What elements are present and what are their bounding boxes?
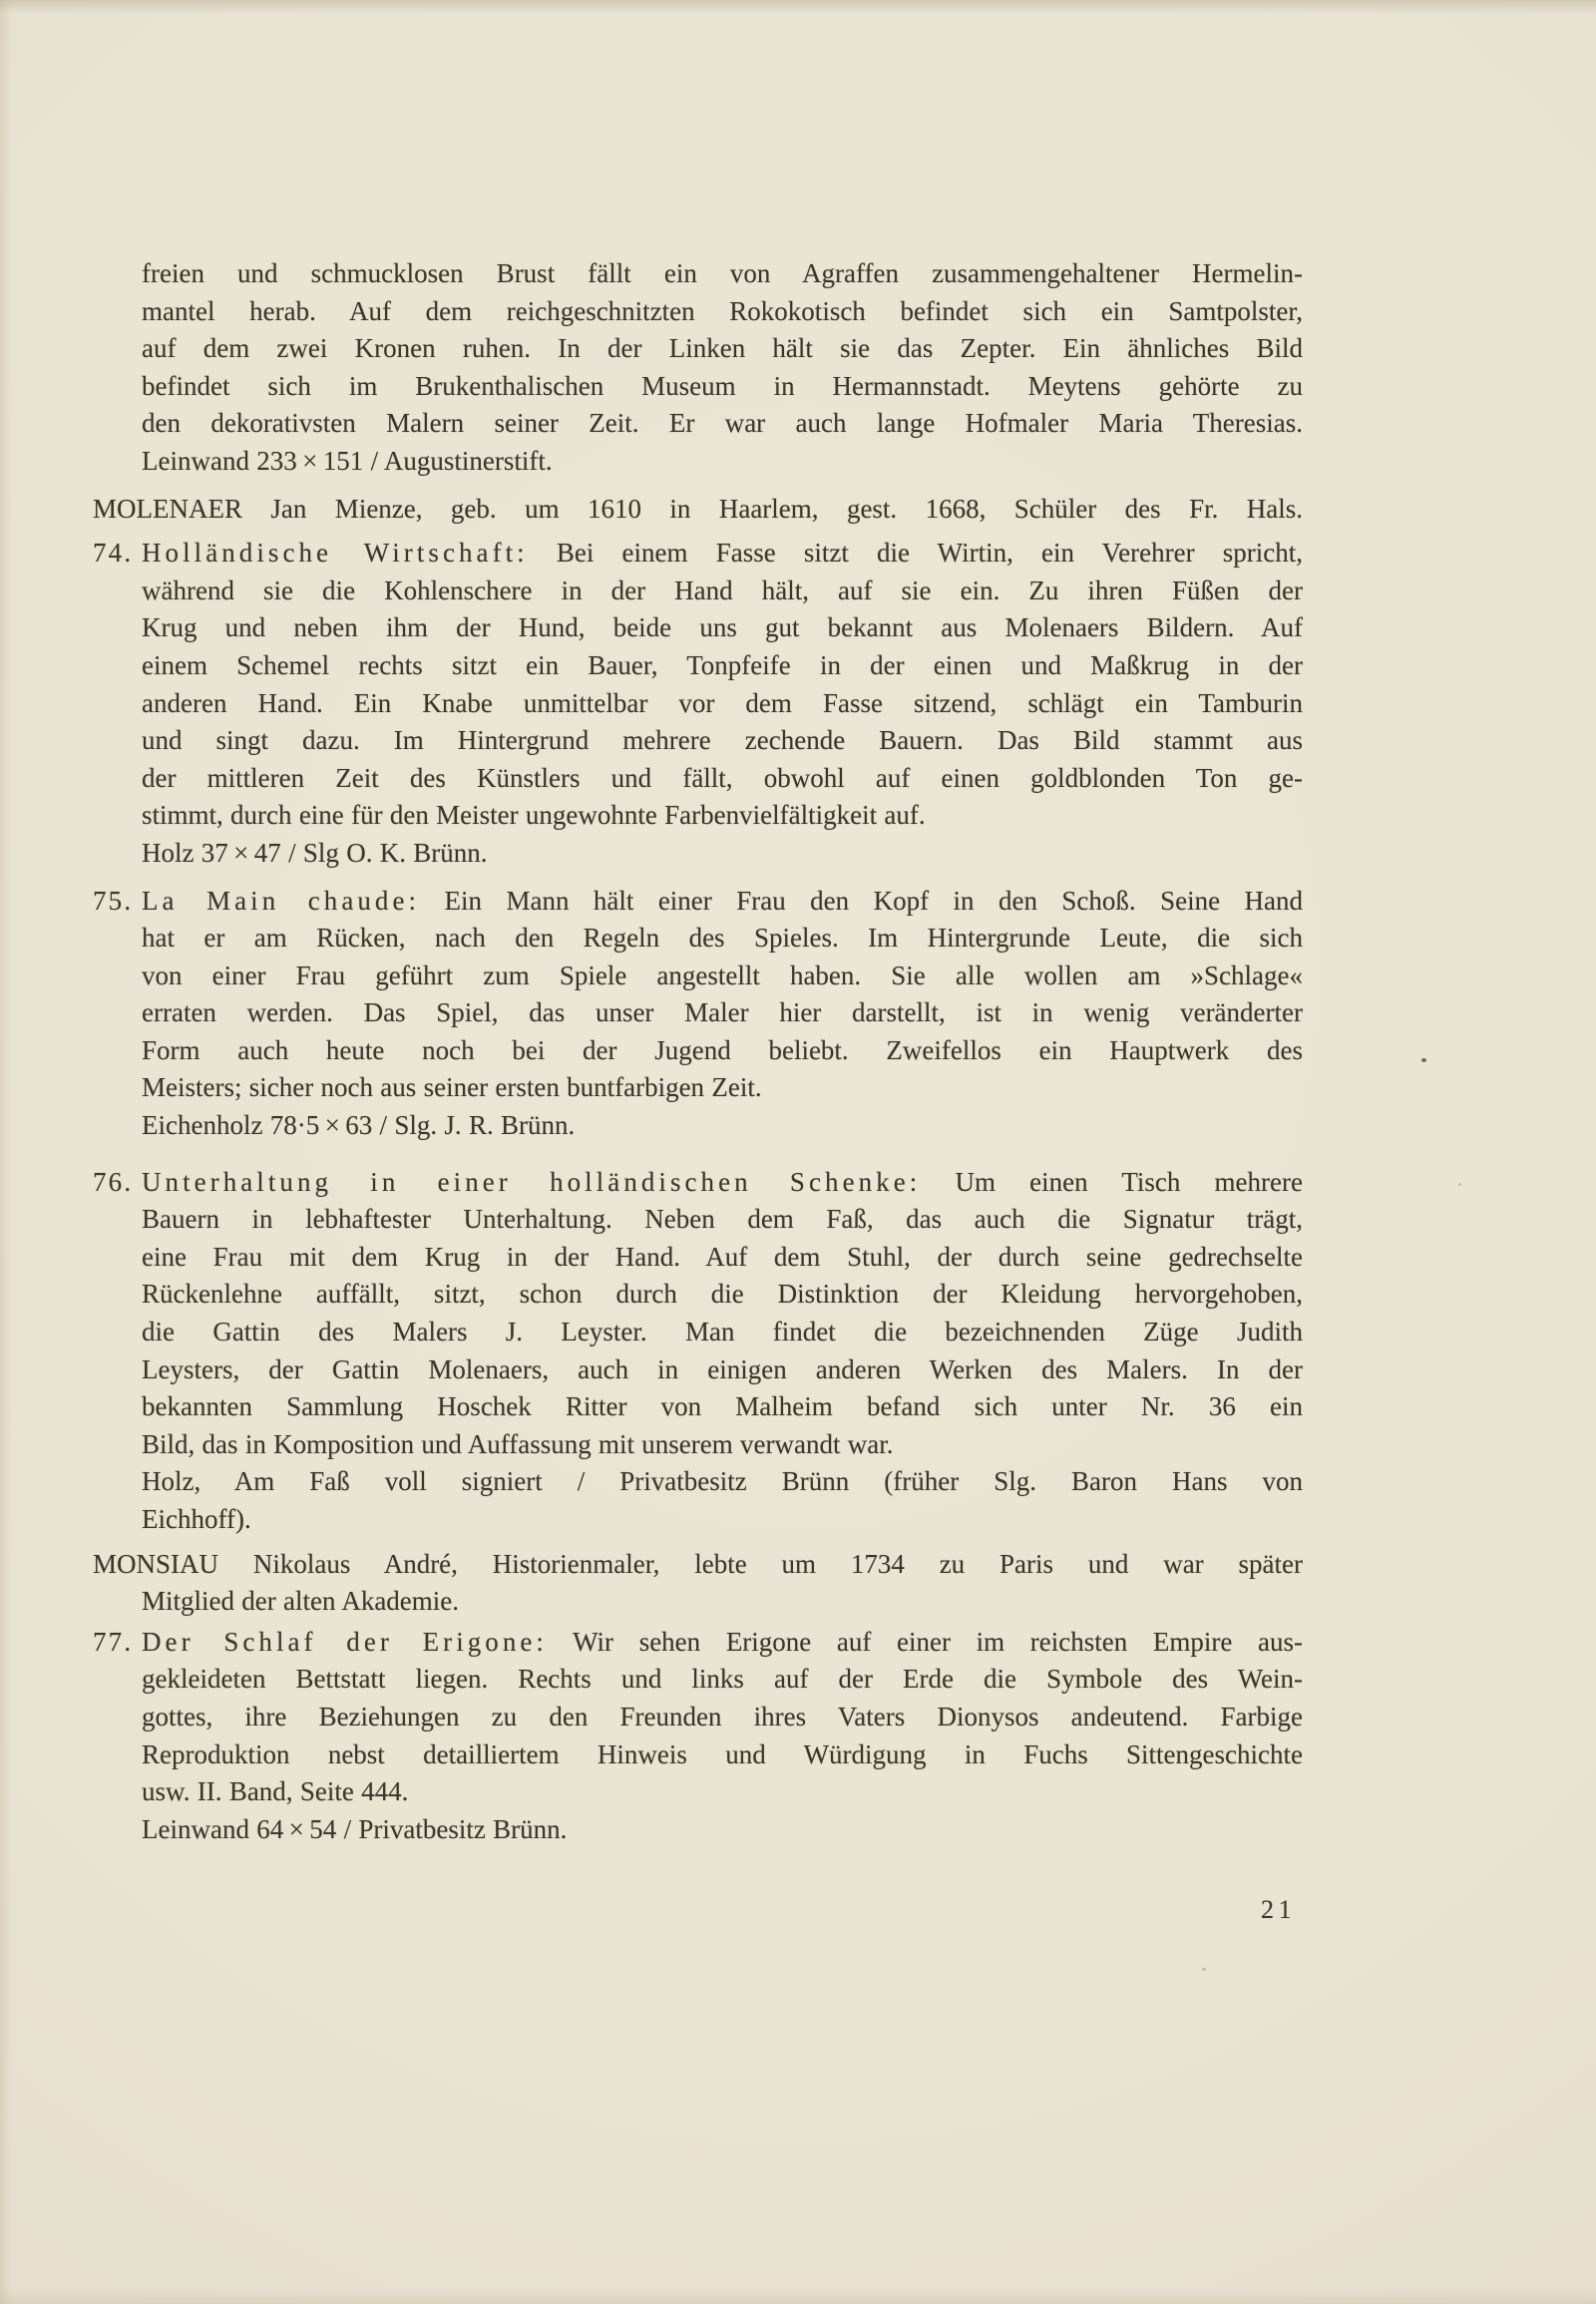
entry-title: Holländische Wirtschaft:	[142, 538, 529, 569]
artist-heading-monsiau	[93, 1546, 1303, 1621]
text-line: auf dem zwei Kronen ruhen. In der Linken hält sie das Zepter. Ein ähnliches Bild	[142, 333, 1303, 364]
artist-heading-line: MOLENAER Jan Mienze, geb. um 1610 in Haarlem, gest. 1668, Schüler des Fr. Hals.	[93, 493, 1303, 524]
text-line: usw. II. Band, Seite 444.	[142, 1776, 409, 1807]
artist-heading-line: MONSIAU Nikolaus André, Historienmaler, lebte um 1734 zu Paris und war später	[93, 1548, 1303, 1579]
text-line: Krug und neben ihm der Hund, beide uns gut bekannt aus Molenaers Bildern. Auf	[142, 612, 1303, 643]
entry-title: Der Schlaf der Erigone:	[142, 1626, 548, 1657]
text-line: eine Frau mit dem Krug in der Hand. Auf dem Stuhl, der durch seine gedrechselte	[142, 1241, 1303, 1272]
entry-meytens-continuation	[142, 255, 1303, 481]
text-line: bekannten Sammlung Hoschek Ritter von Malheim befand sich unter Nr. 36 ein	[142, 1391, 1303, 1422]
catalog-number: 75.	[93, 885, 134, 916]
text-line: Bild, das in Komposition und Auffassung mit unserem verwandt war.	[142, 1428, 894, 1459]
text-line: die Gattin des Malers J. Leyster. Man findet die bezeichnenden Züge Judith	[142, 1317, 1303, 1347]
entry-title: Unterhaltung in einer holländischen Schenke:	[142, 1166, 922, 1197]
entry-74	[93, 535, 1303, 872]
text-line: gekleideten Bettstatt liegen. Rechts und links auf der Erde die Symbole des Wein-	[142, 1664, 1303, 1695]
text-line: Rückenlehne auffällt, sitzt, schon durch die Distinktion der Kleidung hervorgehoben,	[142, 1279, 1303, 1310]
text-line: Leinwand 233 × 151 / Augustinerstift.	[142, 445, 553, 476]
text-line: Holz 37 × 47 / Slg O. K. Brünn.	[142, 837, 488, 868]
text-line: hat er am Rücken, nach den Regeln des Spieles. Im Hintergrunde Leute, die sich	[142, 923, 1303, 954]
paper-speck	[1421, 1058, 1426, 1062]
text-line: stimmt, durch eine für den Meister ungewohnte Farbenvielfältigkeit auf.	[142, 800, 926, 831]
text-block	[93, 255, 1303, 1848]
text-line: Holz, Am Faß voll signiert / Privatbesitz Brünn (früher Slg. Baron Hans von	[142, 1466, 1303, 1497]
text-line: anderen Hand. Ein Knabe unmittelbar vor dem Fasse sitzend, schlägt ein Tamburin	[142, 687, 1303, 718]
catalog-number: 76.	[93, 1166, 134, 1197]
text-line: 76. Unterhaltung in einer holländischen Schenke: Um einen Tisch mehrere	[142, 1164, 1303, 1202]
text-line: 77. Der Schlaf der Erigone: Wir sehen Erigone auf einer im reichsten Empire aus-	[142, 1624, 1303, 1662]
entry-75	[93, 883, 1303, 1145]
catalog-number: 77.	[93, 1626, 134, 1657]
text-line: den dekorativsten Malern seiner Zeit. Er war auch lange Hofmaler Maria Theresias.	[142, 408, 1303, 439]
text-line: befindet sich im Brukenthalischen Museum in Hermannstadt. Meytens gehörte zu	[142, 370, 1303, 401]
text-line: Bauern in lebhaftester Unterhaltung. Neben dem Faß, das auch die Signatur trägt,	[142, 1204, 1303, 1235]
entry-title: La Main chaude:	[142, 885, 421, 916]
text-line: freien und schmucklosen Brust fällt ein von Agraffen zusammengehaltener Hermelin-	[142, 258, 1303, 288]
artist-heading-line: Mitglied der alten Akademie.	[142, 1586, 460, 1617]
text-line: Meisters; sicher noch aus seiner ersten buntfarbigen Zeit.	[142, 1072, 762, 1103]
text-line: erraten werden. Das Spiel, das unser Maler hier darstellt, ist in wenig veränderter	[142, 997, 1303, 1028]
text-line: Form auch heute noch bei der Jugend beliebt. Zweifellos ein Hauptwerk des	[142, 1034, 1303, 1065]
text-line: der mittleren Zeit des Künstlers und fällt, obwohl auf einen goldblonden Ton ge-	[142, 762, 1303, 793]
entry-77	[93, 1624, 1303, 1849]
catalog-number: 74.	[93, 538, 134, 569]
text-line: Eichenholz 78·5 × 63 / Slg. J. R. Brünn.	[142, 1110, 576, 1141]
entry-76	[93, 1164, 1303, 1539]
paper-speck	[1202, 1968, 1206, 1971]
text-line: Reproduktion nebst detailliertem Hinweis und Würdigung in Fuchs Sittengeschichte	[142, 1738, 1303, 1769]
page-number: 21	[1261, 1895, 1297, 1924]
text-line: während sie die Kohlenschere in der Hand hält, auf sie ein. Zu ihren Füßen der	[142, 575, 1303, 605]
artist-heading-molenaer	[93, 491, 1303, 529]
text-line: und singt dazu. Im Hintergrund mehrere zechende Bauern. Das Bild stammt aus	[142, 725, 1303, 756]
text-line: einem Schemel rechts sitzt ein Bauer, Tonpfeife in der einen und Maßkrug in der	[142, 649, 1303, 680]
text-line: gottes, ihre Beziehungen zu den Freunden ihres Vaters Dionysos andeutend. Farbige	[142, 1701, 1303, 1731]
text-line: von einer Frau geführt zum Spiele angestellt haben. Sie alle wollen am »Schlage«	[142, 960, 1303, 990]
text-line: mantel herab. Auf dem reichgeschnitzten Rokokotisch befindet sich ein Samtpolster,	[142, 295, 1303, 326]
text-line: Leysters, der Gattin Molenaers, auch in einigen anderen Werken des Malers. In der	[142, 1353, 1303, 1384]
text-line: Eichhoff).	[142, 1504, 251, 1534]
text-line: 75. La Main chaude: Ein Mann hält einer Frau den Kopf in den Schoß. Seine Hand	[142, 883, 1303, 921]
text-line: 74. Holländische Wirtschaft: Bei einem Fasse sitzt die Wirtin, ein Verehrer spricht,	[142, 535, 1303, 573]
text-line: Leinwand 64 × 54 / Privatbesitz Brünn.	[142, 1813, 568, 1844]
paper-speck	[1458, 1183, 1461, 1186]
